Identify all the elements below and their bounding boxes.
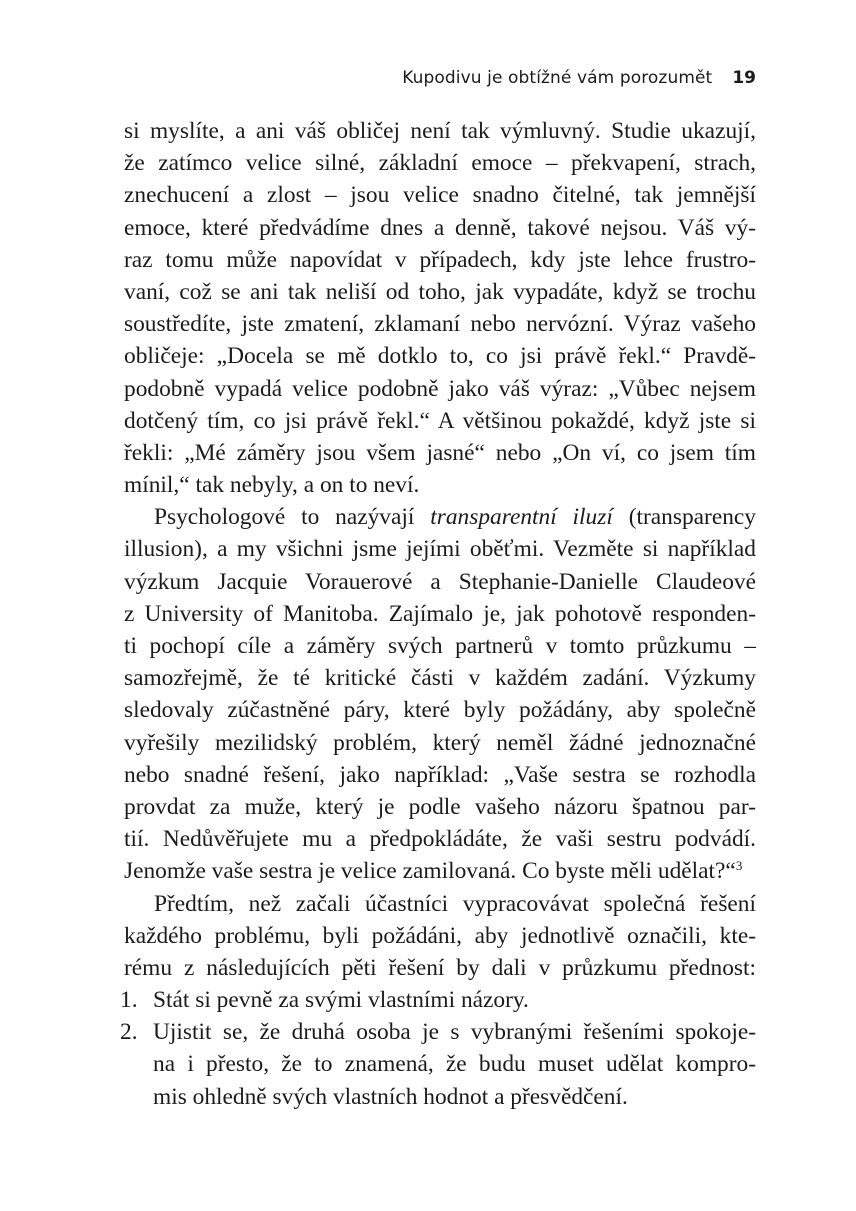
paragraph-first-line <box>124 501 756 533</box>
list-item-text: Stát si pevně za svými vlastními názory. <box>153 987 529 1014</box>
text-line: illusion), a my všichni jsme jejími oběťmi. Vezměte si například <box>124 536 756 563</box>
list-item <box>120 1016 756 1048</box>
text-run: Jenomže vaše sestra je velice zamilovaná. Co byste měli udělat?“ <box>124 858 736 885</box>
text-line: emoce, které předvádíme dnes a denně, takové nejsou. Váš vý- <box>124 214 756 241</box>
italic-term: transparentní iluzí <box>430 504 613 531</box>
text-line: že zatímco velice silné, základní emoce – překvapení, strach, <box>124 150 756 177</box>
body-text <box>120 115 756 1113</box>
list-item <box>120 984 756 1016</box>
text-line: samozřejmě, že té kritické části v každém zadání. Výzkumy <box>124 665 756 692</box>
list-number: 1. <box>120 987 138 1014</box>
text-line: vaní, což se ani tak neliší od toho, jak vypadáte, když se trochu <box>124 278 756 305</box>
running-header <box>402 68 756 88</box>
text-line: obličeje: „Docela se mě dotklo to, co jsi právě řekl.“ Pravdě- <box>124 343 756 370</box>
text-line: rému z následujících pěti řešení by dali v průzkumu přednost: <box>124 954 756 981</box>
text-line: řekli: „Mé záměry jsou všem jasné“ nebo „On ví, co jsem tím <box>124 439 756 466</box>
footnote-marker[interactable]: 3 <box>735 858 743 874</box>
text-line: dotčený tím, co jsi právě řekl.“ A většinou pokaždé, když jste si <box>124 407 756 434</box>
list-number: 2. <box>120 1019 138 1046</box>
list-item-continuation: mis ohledně svých vlastních hodnot a přesvědčení. <box>153 1083 628 1110</box>
text-line: z University of Manitoba. Zajímalo je, jak pohotově responden- <box>124 600 756 627</box>
text-line: vyřešily mezilidský problém, který neměl žádné jednoznačné <box>124 729 756 756</box>
text-line: nebo snadné řešení, jako například: „Vaše sestra se rozhodla <box>124 761 756 788</box>
text-line: tií. Nedůvěřujete mu a předpokládáte, že vaši sestru podvádí. <box>124 826 756 853</box>
text-line: soustředíte, jste zmatení, zklamaní nebo nervózní. Výraz vašeho <box>124 311 756 338</box>
text-run: (transparency <box>612 504 756 531</box>
text-run: Psychologové to nazývají <box>154 504 431 531</box>
list-item-continuation: na i přesto, že to znamená, že budu muset udělat kompro- <box>153 1051 756 1078</box>
chapter-title: Kupodivu je obtížné vám porozumět <box>402 68 713 88</box>
page-number: 19 <box>732 68 756 88</box>
paragraph-last-line <box>124 855 756 887</box>
text-line: ti pochopí cíle a záměry svých partnerů v tomto průzkumu – <box>124 633 756 659</box>
text-line: provdat za muže, který je podle vašeho názoru špatnou par- <box>124 793 756 820</box>
text-line: sledovaly zúčastněné páry, které byly požádány, aby společně <box>124 697 756 724</box>
text-line: mínil,“ tak nebyly, a on to neví. <box>124 472 420 499</box>
list-item-text: Ujistit se, že druhá osoba je s vybranými řešeními spokoje- <box>153 1019 756 1046</box>
text-line: podobně vypadá velice podobně jako váš výraz: „Vůbec nejsem <box>124 375 756 402</box>
text-line: si myslíte, a ani váš obličej není tak výmluvný. Studie ukazují, <box>124 118 756 144</box>
text-line: Předtím, než začali účastníci vypracovávat společná řešení <box>154 890 756 917</box>
text-line: každého problému, byli požádáni, aby jednotlivě označili, kte- <box>124 922 756 949</box>
text-line: výzkum Jacquie Vorauerové a Stephanie-Danielle Claudeové <box>124 568 756 595</box>
text-line: raz tomu může napovídat v případech, kdy jste lehce frustro- <box>124 246 756 273</box>
text-line: znechucení a zlost – jsou velice snadno čitelné, tak jemnější <box>124 182 756 209</box>
